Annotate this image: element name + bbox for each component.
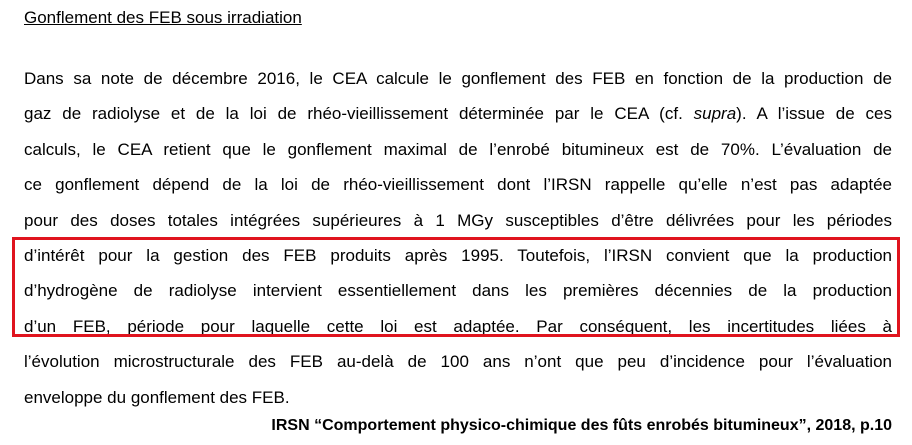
paragraph-line-9: l’évolution microstructurale des FEB au-delà de 100 ans n’ont que peu d’incidence pour l’évaluation [24, 352, 892, 372]
supra-emphasis: supra [693, 104, 737, 124]
paragraph-line-2-start: gaz de radiolyse et de la loi de rhéo-vieillissement déterminée par le CEA (cf. [24, 104, 694, 124]
paragraph-line-8: d’un FEB, période pour laquelle cette loi est adaptée. Par conséquent, les incertitudes liées à [24, 316, 892, 336]
paragraph-line-4: ce gonflement dépend de la loi de rhéo-vieillissement dont l’IRSN rappelle qu’elle n’est pas adaptée [24, 175, 892, 195]
citation: IRSN “Comportement physico-chimique des fûts enrobés bitumineux”, 2018, p.10 [271, 417, 892, 434]
paragraph-line-5: pour des doses totales intégrées supérieures à 1 MGy susceptibles d’être délivrées pour les périodes [24, 210, 892, 230]
paragraph-line-3: calculs, le CEA retient que le gonflement maximal de l’enrobé bitumineux est de 70%. L’évaluation de [24, 139, 892, 159]
paragraph-line-7: d’hydrogène de radiolyse intervient essentiellement dans les premières décennies de la production [24, 281, 892, 301]
paragraph-line-6: d’intérêt pour la gestion des FEB produits après 1995. Toutefois, l’IRSN convient que la production [24, 245, 892, 265]
paragraph-line-1: Dans sa note de décembre 2016, le CEA calcule le gonflement des FEB en fonction de la production de [24, 69, 892, 88]
body-paragraph [24, 61, 892, 415]
paragraph-line-2-end: ). A l’issue de ces [736, 104, 892, 124]
paragraph-line-10: enveloppe du gonflement des FEB. [24, 387, 290, 407]
section-heading: Gonflement des FEB sous irradiation [24, 8, 302, 27]
paragraph-line-2 [24, 96, 892, 131]
